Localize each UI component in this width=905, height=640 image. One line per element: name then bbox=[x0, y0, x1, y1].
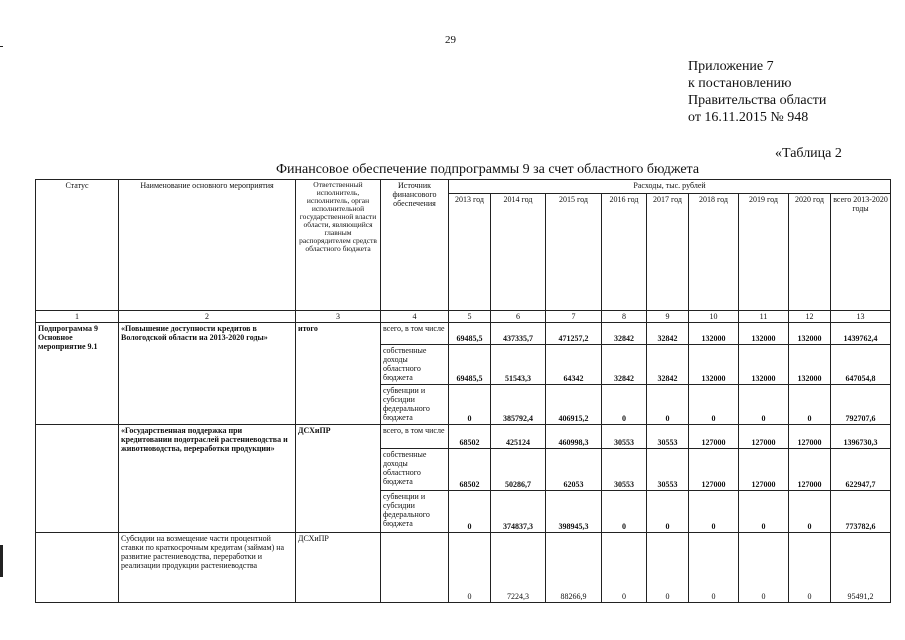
value-cell: 0 bbox=[602, 533, 647, 603]
value-cell: 0 bbox=[602, 385, 647, 425]
value-cell: 127000 bbox=[789, 449, 831, 491]
group-name: «Повышение доступности кредитов в Вологодской области на 2013-2020 годы» bbox=[119, 323, 296, 425]
column-number: 6 bbox=[491, 311, 546, 323]
value-cell: 88266,9 bbox=[546, 533, 602, 603]
header-year: 2015 год bbox=[546, 194, 602, 311]
value-cell: 32842 bbox=[602, 323, 647, 345]
value-cell: 30553 bbox=[647, 449, 689, 491]
value-cell: 30553 bbox=[602, 449, 647, 491]
value-cell: 0 bbox=[647, 385, 689, 425]
value-cell: 0 bbox=[739, 385, 789, 425]
value-cell: 471257,2 bbox=[546, 323, 602, 345]
appendix-block bbox=[688, 58, 826, 126]
value-cell: 7224,3 bbox=[491, 533, 546, 603]
value-cell: 62053 bbox=[546, 449, 602, 491]
value-cell: 132000 bbox=[789, 345, 831, 385]
value-cell: 51543,3 bbox=[491, 345, 546, 385]
value-cell: 0 bbox=[789, 385, 831, 425]
value-cell: 647054,8 bbox=[831, 345, 891, 385]
value-cell: 0 bbox=[789, 533, 831, 603]
column-number: 4 bbox=[381, 311, 449, 323]
value-cell: 132000 bbox=[689, 323, 739, 345]
value-cell: 0 bbox=[647, 533, 689, 603]
column-number: 10 bbox=[689, 311, 739, 323]
finance-table bbox=[35, 179, 891, 603]
column-number: 5 bbox=[449, 311, 491, 323]
column-number: 7 bbox=[546, 311, 602, 323]
last-source bbox=[381, 533, 449, 603]
table-row bbox=[36, 323, 891, 345]
value-cell: 0 bbox=[689, 533, 739, 603]
value-cell: 64342 bbox=[546, 345, 602, 385]
value-cell: 0 bbox=[739, 533, 789, 603]
value-cell: 127000 bbox=[739, 449, 789, 491]
value-cell: 622947,7 bbox=[831, 449, 891, 491]
appendix-line: Правительства области bbox=[688, 93, 827, 108]
header-year: 2019 год bbox=[739, 194, 789, 311]
source-cell: всего, в том числе bbox=[381, 323, 449, 345]
value-cell: 50286,7 bbox=[491, 449, 546, 491]
source-cell: субвенции и субсидии федерального бюджета bbox=[381, 385, 449, 425]
value-cell: 0 bbox=[689, 385, 739, 425]
value-cell: 132000 bbox=[789, 323, 831, 345]
value-cell: 32842 bbox=[602, 345, 647, 385]
value-cell: 773782,6 bbox=[831, 491, 891, 533]
value-cell: 437335,7 bbox=[491, 323, 546, 345]
value-cell: 127000 bbox=[689, 425, 739, 449]
value-cell: 95491,2 bbox=[831, 533, 891, 603]
value-cell: 0 bbox=[689, 491, 739, 533]
header-year: 2020 год bbox=[789, 194, 831, 311]
header-status: Статус bbox=[36, 180, 119, 311]
value-cell: 68502 bbox=[449, 449, 491, 491]
value-cell: 0 bbox=[789, 491, 831, 533]
value-cell: 0 bbox=[739, 491, 789, 533]
column-number: 3 bbox=[296, 311, 381, 323]
header-year: 2018 год bbox=[689, 194, 739, 311]
last-status bbox=[36, 533, 119, 603]
group-status bbox=[36, 425, 119, 533]
value-cell: 127000 bbox=[689, 449, 739, 491]
appendix-line: от 16.11.2015 № 948 bbox=[688, 110, 809, 125]
source-cell: субвенции и субсидии федерального бюджета bbox=[381, 491, 449, 533]
table-title: Финансовое обеспечение подпрограммы 9 за счет областного бюджета bbox=[275, 162, 700, 177]
source-cell: собственные доходы областного бюджета bbox=[381, 345, 449, 385]
value-cell: 132000 bbox=[739, 345, 789, 385]
column-number: 12 bbox=[789, 311, 831, 323]
value-cell: 0 bbox=[449, 385, 491, 425]
group-name: «Государственная поддержка при кредитовании подотраслей растениеводства и животноводства, переработки продукции» bbox=[119, 425, 296, 533]
column-number: 8 bbox=[602, 311, 647, 323]
value-cell: 0 bbox=[449, 491, 491, 533]
header-year-total: всего 2013-2020 годы bbox=[831, 194, 891, 311]
column-number: 13 bbox=[831, 311, 891, 323]
last-executor: ДСХиПР bbox=[296, 533, 381, 603]
value-cell: 1439762,4 bbox=[831, 323, 891, 345]
value-cell: 30553 bbox=[602, 425, 647, 449]
value-cell: 406915,2 bbox=[546, 385, 602, 425]
value-cell: 0 bbox=[602, 491, 647, 533]
header-year: 2013 год bbox=[449, 194, 491, 311]
table-row bbox=[36, 533, 891, 603]
header-source: Источник финансового обеспечения bbox=[381, 180, 449, 311]
value-cell: 374837,3 bbox=[491, 491, 546, 533]
table-label: «Таблица 2 bbox=[775, 146, 842, 161]
value-cell: 32842 bbox=[647, 345, 689, 385]
value-cell: 69485,5 bbox=[449, 345, 491, 385]
value-cell: 132000 bbox=[689, 345, 739, 385]
header-name: Наименование основного мероприятия bbox=[119, 180, 296, 311]
value-cell: 127000 bbox=[789, 425, 831, 449]
column-number: 11 bbox=[739, 311, 789, 323]
value-cell: 425124 bbox=[491, 425, 546, 449]
appendix-line: к постановлению bbox=[688, 76, 792, 91]
column-number: 1 bbox=[36, 311, 119, 323]
group-executor: ДСХиПР bbox=[296, 425, 381, 533]
value-cell: 127000 bbox=[739, 425, 789, 449]
header-year: 2014 год bbox=[491, 194, 546, 311]
header-executor: Ответственный исполнитель, исполнитель, орган исполнительной государственной власти области, являющийся главным распорядителем средств областного бюджета bbox=[296, 180, 381, 311]
header-year: 2016 год bbox=[602, 194, 647, 311]
value-cell: 0 bbox=[449, 533, 491, 603]
source-cell: собственные доходы областного бюджета bbox=[381, 449, 449, 491]
value-cell: 32842 bbox=[647, 323, 689, 345]
page-number: 29 bbox=[445, 34, 456, 46]
header-year: 2017 год bbox=[647, 194, 689, 311]
value-cell: 132000 bbox=[739, 323, 789, 345]
value-cell: 68502 bbox=[449, 425, 491, 449]
source-cell: всего, в том числе bbox=[381, 425, 449, 449]
value-cell: 398945,3 bbox=[546, 491, 602, 533]
value-cell: 792707,6 bbox=[831, 385, 891, 425]
scan-edge-mark bbox=[0, 46, 3, 47]
scan-edge-mark bbox=[0, 545, 3, 577]
group-executor: итого bbox=[296, 323, 381, 425]
appendix-line: Приложение 7 bbox=[688, 59, 774, 74]
last-name: Субсидии на возмещение части процентной ставки по краткосрочным кредитам (займам) на развитие растениеводства, переработки и реализации продукции растениеводства bbox=[119, 533, 296, 603]
table-row bbox=[36, 425, 891, 449]
value-cell: 69485,5 bbox=[449, 323, 491, 345]
column-number: 9 bbox=[647, 311, 689, 323]
header-expenses: Расходы, тыс. рублей bbox=[449, 180, 891, 194]
column-number: 2 bbox=[119, 311, 296, 323]
group-status: Подпрограмма 9 Основное мероприятие 9.1 bbox=[36, 323, 119, 425]
value-cell: 30553 bbox=[647, 425, 689, 449]
value-cell: 460998,3 bbox=[546, 425, 602, 449]
value-cell: 385792,4 bbox=[491, 385, 546, 425]
value-cell: 1396730,3 bbox=[831, 425, 891, 449]
value-cell: 0 bbox=[647, 491, 689, 533]
